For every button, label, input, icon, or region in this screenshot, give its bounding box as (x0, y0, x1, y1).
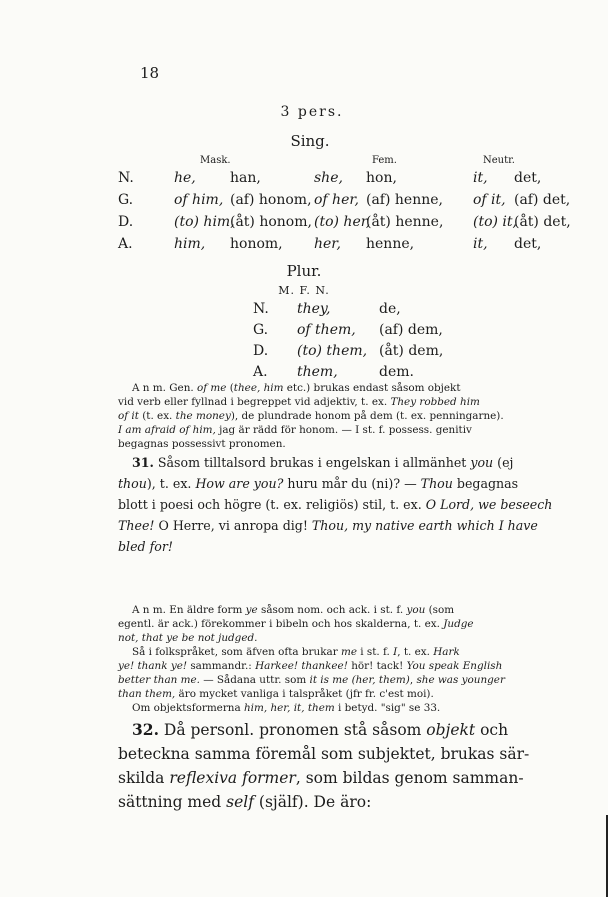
plural-en: of them, (297, 322, 356, 338)
gender-masc: Mask. (200, 155, 231, 166)
italic-run: the money (175, 410, 231, 422)
text-line (118, 452, 552, 473)
text-line (118, 687, 505, 701)
plural-case: D. (253, 343, 269, 359)
text-run: i st. f. (357, 646, 394, 658)
plural-sv: dem. (379, 364, 414, 380)
plural-sv: (af) dem, (379, 322, 443, 338)
singular-row (118, 214, 571, 236)
text-run: äro mycket vanliga i talspråket (jfr fr. c'est moi). (175, 688, 434, 700)
italic-run: I (393, 646, 398, 658)
text-run: A n m. En äldre form (132, 604, 246, 616)
plural-sv: (åt) dem, (379, 343, 444, 359)
text-run: (ej (493, 455, 514, 470)
text-line (118, 473, 552, 494)
italic-run: him, her, it, them (243, 702, 335, 714)
singular-neut-en: it, (473, 236, 488, 252)
plural-en: they, (297, 301, 331, 317)
text-run: och (475, 721, 509, 739)
italic-run: better than me. (118, 674, 200, 686)
text-run: sammandr.: (187, 660, 256, 672)
italic-run: of me (197, 382, 227, 394)
italic-run: it is me (her, them) (309, 674, 410, 686)
italic-run: you (406, 604, 426, 616)
text-line (118, 790, 529, 814)
singular-case: A. (118, 236, 133, 252)
text-run: — Sådana uttr. som (199, 674, 310, 686)
text-run: egentl. är ack.) förekommer i bibeln och hos skalderna, t. ex. (118, 618, 444, 630)
text-run: , (409, 674, 417, 686)
text-run: (själf). De äro: (253, 793, 372, 811)
italic-run: Thou (420, 476, 453, 491)
plural-en: (to) them, (297, 343, 368, 359)
singular-fem-en: her, (314, 236, 341, 252)
singular-masc-sv: han, (230, 170, 261, 186)
singular-neut-en: of it, (473, 192, 506, 208)
singular-neut-sv: (åt) det, (514, 214, 571, 230)
text-run: , t. ex. (397, 646, 434, 658)
text-run: , som bildas genom samman- (295, 769, 524, 787)
text-line (118, 437, 504, 451)
italic-run: thou (118, 476, 147, 491)
text-run: Såsom tilltalsord brukas i engelskan i allmänhet (153, 455, 471, 470)
italic-run: bled for! (118, 539, 173, 554)
italic-run: not, that ye be not judged. (118, 632, 258, 644)
text-run: Så i folkspråket, som äfven ofta brukar (132, 646, 341, 658)
text-run: jag är rädd för honom. — I st. f. possess. genitiv (215, 424, 472, 436)
italic-run: than them, (118, 688, 176, 700)
italic-run: reflexiva former (169, 769, 296, 787)
plural-en: them, (297, 364, 338, 380)
italic-run: you (470, 455, 494, 470)
singular-neut-sv: (af) det, (514, 192, 571, 208)
text-run: ), de plundrade honom på dem (t. ex. penningarne). (230, 410, 504, 422)
section-number: 31. (132, 455, 154, 470)
text-line (118, 673, 505, 687)
italic-run: self (226, 793, 254, 811)
text-run: hör! tack! (347, 660, 407, 672)
section-31 (118, 452, 552, 557)
singular-case: D. (118, 214, 134, 230)
text-line (118, 645, 505, 659)
singular-fem-en: she, (314, 170, 343, 186)
singular-masc-en: (to) him, (174, 214, 235, 230)
text-run: såsom nom. och ack. i st. f. (257, 604, 407, 616)
text-run: Då personl. pronomen stå såsom (158, 721, 427, 739)
text-run: ( (226, 382, 234, 394)
singular-case: N. (118, 170, 134, 186)
text-run: begagnas possessivt pronomen. (118, 438, 286, 450)
italic-run: Hark (433, 646, 460, 658)
singular-masc-en: of him, (174, 192, 224, 208)
text-run: etc.) brukas endast såsom objekt (283, 382, 461, 394)
singular-neut-sv: det, (514, 236, 542, 252)
singular-fem-sv: henne, (366, 236, 415, 252)
plural-case: G. (253, 322, 269, 338)
text-line (118, 718, 529, 742)
italic-run: of it (118, 410, 139, 422)
italic-run: Thou, my native earth which I have (311, 518, 538, 533)
text-run: A n m. Gen. (132, 382, 198, 394)
text-line (118, 515, 552, 536)
singular-neut-en: (to) it, (473, 214, 517, 230)
singular-fem-sv: hon, (366, 170, 397, 186)
anm-note-2 (118, 603, 505, 715)
text-line (118, 494, 552, 515)
italic-run: she was younger (416, 674, 505, 686)
singular-fem-sv: (åt) henne, (366, 214, 444, 230)
text-run: blott i poesi och högre (t. ex. religiös) stil, t. ex. (118, 497, 426, 512)
italic-run: objekt (426, 721, 476, 739)
text-run: (som (425, 604, 455, 616)
section-heading: 3 pers. (280, 104, 344, 120)
section-number: 32. (132, 720, 159, 739)
italic-run: ye (245, 604, 258, 616)
text-run: Om objektsformerna (132, 702, 244, 714)
gender-fem: Fem. (372, 155, 397, 166)
text-line (118, 659, 505, 673)
italic-run: Harkee! thankee! (255, 660, 348, 672)
text-run: i betyd. "sig" se 33. (334, 702, 441, 714)
singular-neut-sv: det, (514, 170, 542, 186)
plural-sv: de, (379, 301, 401, 317)
text-line (118, 766, 529, 790)
text-line (118, 536, 552, 557)
singular-fem-en: (to) her, (314, 214, 371, 230)
italic-run: I am afraid of him, (118, 424, 216, 436)
italic-run: How are you? (195, 476, 284, 491)
anm-note-1 (118, 381, 504, 451)
plural-case: N. (253, 301, 269, 317)
singular-row (118, 236, 548, 258)
section-32 (118, 718, 529, 814)
text-run: ), t. ex. (146, 476, 196, 491)
text-line (118, 631, 505, 645)
text-line (118, 742, 529, 766)
text-line (118, 617, 505, 631)
text-run: O Herre, vi anropa dig! (154, 518, 312, 533)
plural-row (253, 322, 453, 344)
text-run: (t. ex. (138, 410, 176, 422)
text-line (118, 381, 504, 395)
text-run: beteckna samma föremål som subjektet, brukas sär- (118, 745, 530, 763)
italic-run: me (340, 646, 357, 658)
text-run: huru mår du (ni)? — (283, 476, 421, 491)
singular-heading: Sing. (290, 132, 330, 150)
italic-run: thee, him (233, 382, 284, 394)
plural-row (253, 343, 453, 365)
singular-case: G. (118, 192, 134, 208)
plural-case: A. (253, 364, 268, 380)
text-run: skilda (118, 769, 170, 787)
plural-genders: M. F. N. (278, 284, 330, 297)
singular-neut-en: it, (473, 170, 488, 186)
text-run: begagnas (452, 476, 519, 491)
singular-masc-en: him, (174, 236, 206, 252)
text-line (118, 423, 504, 437)
singular-row (118, 192, 571, 214)
gender-neut: Neutr. (483, 155, 515, 166)
text-line (118, 409, 504, 423)
singular-masc-en: he, (174, 170, 196, 186)
text-run: sättning med (118, 793, 227, 811)
italic-run: ye! thank ye! (118, 660, 188, 672)
singular-masc-sv: honom, (230, 236, 283, 252)
italic-run: You speak English (406, 660, 503, 672)
text-run: vid verb eller fyllnad i begreppet vid adjektiv, t. ex. (118, 396, 391, 408)
page-number: 18 (140, 64, 160, 82)
text-line (118, 701, 505, 715)
singular-fem-sv: (af) henne, (366, 192, 443, 208)
italic-run: Judge (443, 618, 474, 630)
italic-run: They robbed him (390, 396, 480, 408)
text-line (118, 603, 505, 617)
plural-row (253, 301, 453, 323)
italic-run: Thee! (118, 518, 155, 533)
singular-fem-en: of her, (314, 192, 359, 208)
italic-run: O Lord, we beseech (425, 497, 553, 512)
text-line (118, 395, 504, 409)
singular-row (118, 170, 548, 192)
plural-heading: Plur. (286, 262, 322, 280)
singular-masc-sv: (åt) honom, (230, 214, 312, 230)
singular-masc-sv: (af) honom, (230, 192, 312, 208)
